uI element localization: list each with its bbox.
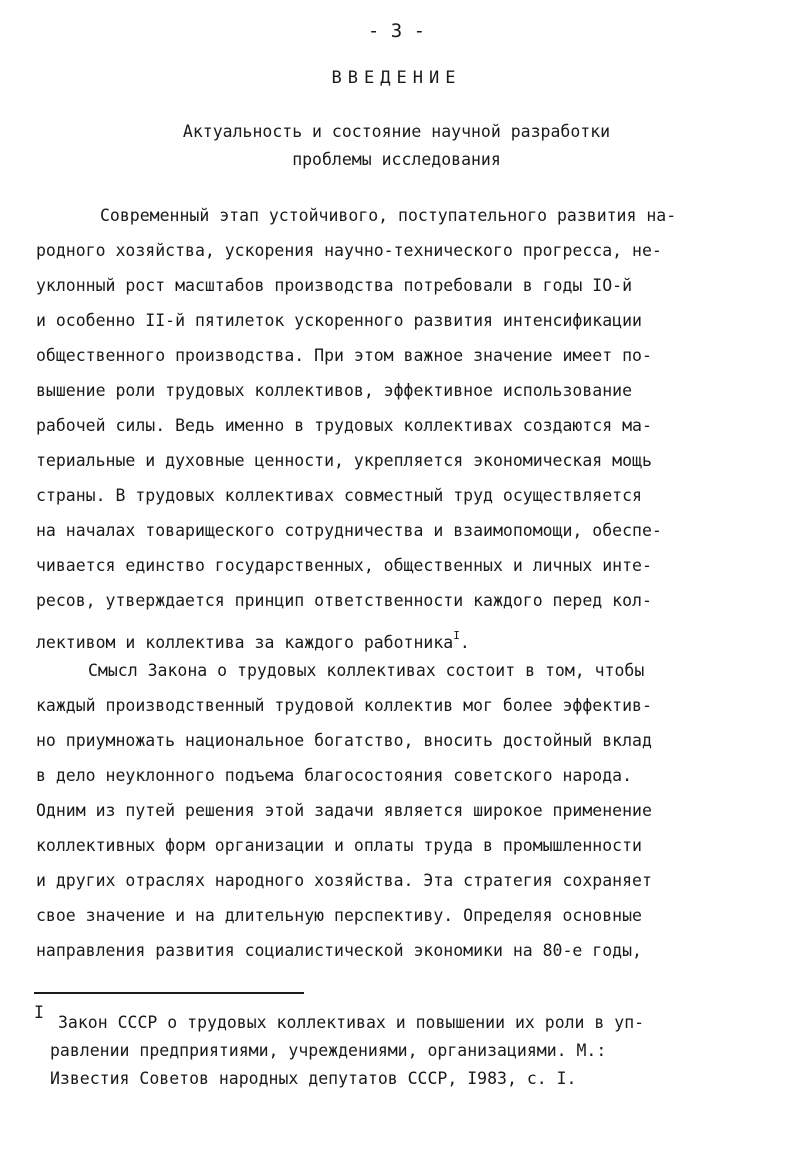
paragraph-line: и особенно II-й пятилеток ускоренного развития интенсификации <box>36 311 642 330</box>
footnote-line: равлении предприятиями, учреждениями, организациями. М.: <box>50 1041 607 1060</box>
paragraph-line: общественного производства. При этом важное значение имеет по- <box>36 346 652 365</box>
subheading-line: Актуальность и состояние научной разработки <box>182 122 611 141</box>
paragraph-text: лективом и коллектива за каждого работника <box>36 633 454 652</box>
paragraph-end: . <box>459 633 470 652</box>
paragraph-line: уклонный рост масштабов производства потребовали в годы IO-й <box>36 276 633 295</box>
footnote-line: Известия Советов народных депутатов СССР, I983, с. I. <box>50 1069 577 1088</box>
paragraph-line: и других отраслях народного хозяйства. Эта стратегия сохраняет <box>36 871 652 890</box>
paragraph-line: каждый производственный трудовой коллектив мог более эффектив- <box>36 696 652 715</box>
paragraph-line: Современный этап устойчивого, поступательного развития на- <box>100 206 677 225</box>
paragraph-line: Одним из путей решения этой задачи является широкое применение <box>36 801 652 820</box>
paragraph-line: рабочей силы. Ведь именно в трудовых коллективах создаются ма- <box>36 416 652 435</box>
section-heading: ВВЕДЕНИЕ <box>331 68 462 88</box>
paragraph-line: свое значение и на длительную перспективу. Определяя основные <box>36 906 642 925</box>
paragraph-line: чивается единство государственных, общественных и личных инте- <box>36 556 652 575</box>
footnote-line: Закон СССР о трудовых коллективах и повышении их роли в уп- <box>58 1013 645 1032</box>
paragraph-line: ресов, утверждается принцип ответственности каждого перед кол- <box>36 591 652 610</box>
paragraph-line: териальные и духовные ценности, укрепляется экономическая мощь <box>36 451 652 470</box>
paragraph-line: направления развития социалистической экономики на 80-е годы, <box>36 941 642 960</box>
footnote-separator <box>34 992 304 994</box>
paragraph-line: но приумножать национальное богатство, вносить достойный вклад <box>36 731 652 750</box>
paragraph-line: страны. В трудовых коллективах совместный труд осуществляется <box>36 486 642 505</box>
page-number: - 3 - <box>367 20 426 42</box>
paragraph-line: родного хозяйства, ускорения научно-технического прогресса, не- <box>36 241 662 260</box>
paragraph-line: коллективных форм организации и оплаты труда в промышленности <box>36 836 642 855</box>
footnote-reference: I <box>453 629 460 642</box>
subheading-line: проблемы исследования <box>292 150 501 169</box>
paragraph-line: вышение роли трудовых коллективов, эффективное использование <box>36 381 633 400</box>
paragraph-line-with-footnote <box>36 626 736 652</box>
footnote-marker: I <box>34 1003 44 1022</box>
paragraph-line: на началах товарищеского сотрудничества и взаимопомощи, обеспе- <box>36 521 662 540</box>
paragraph-line: Смысл Закона о трудовых коллективах состоит в том, чтобы <box>88 661 645 680</box>
paragraph-line: в дело неуклонного подъема благосостояния советского народа. <box>36 766 633 785</box>
